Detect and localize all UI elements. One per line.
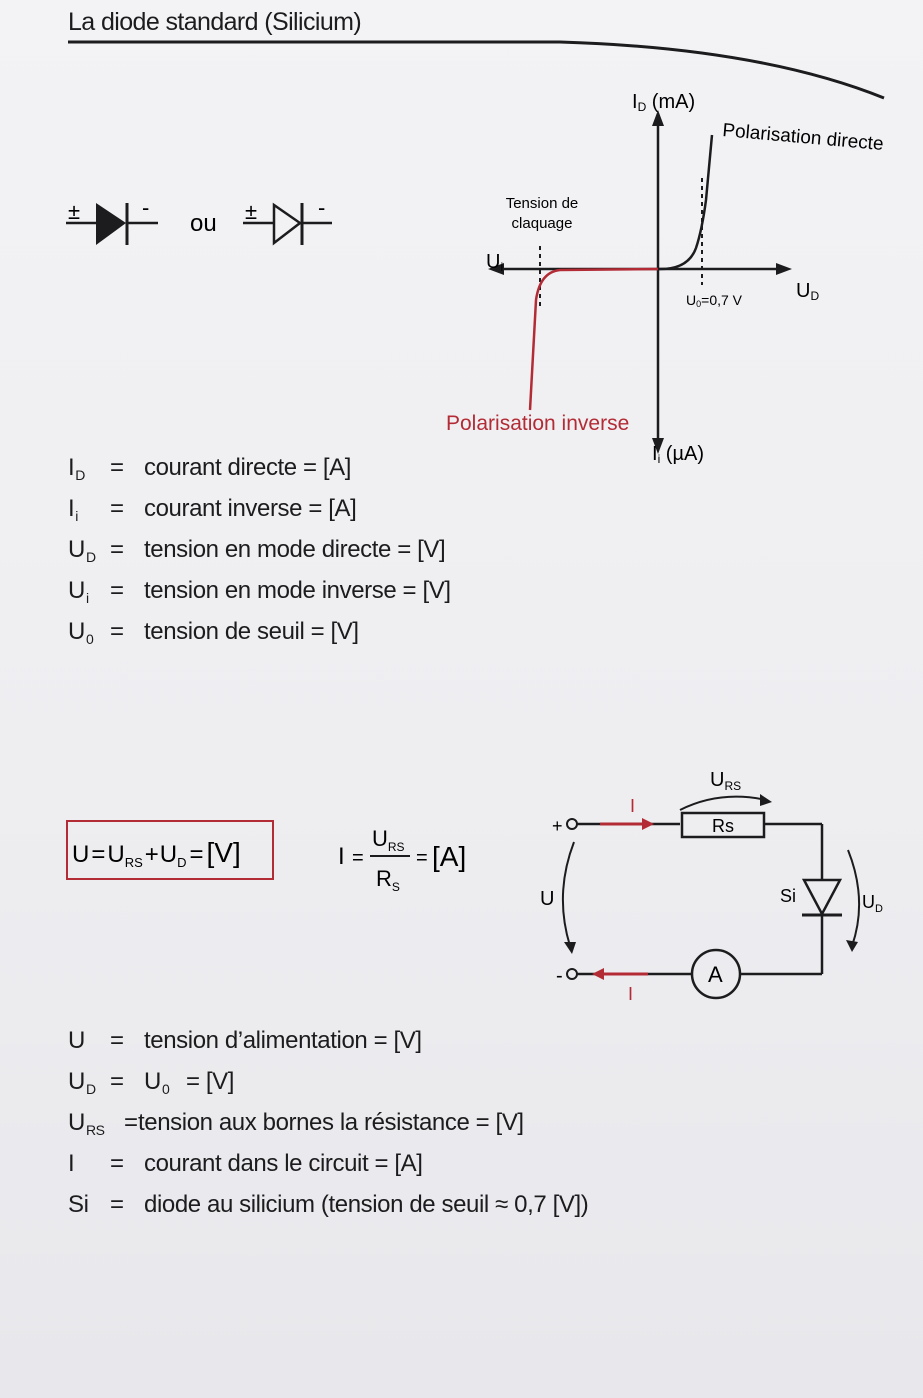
def-symbol: $U_{RS}$ [68,1109,105,1138]
minus-terminal-dot [567,969,577,979]
def-equals: = [110,1191,124,1218]
symbol-minus-2: - [318,195,326,220]
symbol-plus-1: ± [68,199,81,224]
reverse-bias-label: Polarisation inverse [446,412,630,435]
threshold-label: U0=0,7 V [686,292,743,309]
def-equals: = [110,1150,124,1177]
def-text: tension d’alimentation = [V] [144,1027,422,1054]
diode-circuit-icon [804,880,840,914]
def-symbol: $I_D$ [68,454,85,483]
definition-row [68,1191,708,1223]
reverse-curve [530,269,658,410]
y-top-label: ID (mA) [632,91,696,114]
u-arrow-icon [564,942,576,954]
current-arrow-bottom-icon [592,968,604,980]
x-left-label: Ui [486,251,504,274]
diode-symbols [60,185,360,265]
resistor-label: Rs [712,816,734,836]
minus-terminal: - [556,965,563,987]
ammeter-label: A [708,962,723,987]
def-text: tension en mode inverse = [V] [144,577,451,604]
x-arrow-right-icon [776,263,792,275]
def-equals: = [110,454,124,481]
breakdown-label-line2: claquage [511,215,573,232]
formula-current-i: I [338,843,345,870]
def-text: $U_0$ [144,1068,170,1097]
current-label-top: I [630,796,636,816]
page-title: La diode standard (Silicium) [68,8,362,36]
plus-terminal: + [552,816,563,836]
formula-current-eq1: = [352,847,364,869]
symbol-minus-1: - [142,195,150,220]
formula-denominator: $R_S$ [376,866,400,894]
definition-row [68,618,708,650]
forward-curve [658,135,712,269]
def-text: courant inverse = [A] [144,495,357,522]
formula-current-eq2: = [416,847,428,869]
definition-row [68,1109,708,1141]
formula-numerator: $U_{RS}$ [372,826,405,854]
x-right-label: UD [796,280,820,303]
current-label-bottom: I [628,984,634,1004]
definition-row [68,1150,708,1182]
formula-current-unit: [A] [432,841,467,872]
definition-row [68,495,708,527]
definition-row [68,1027,708,1059]
def-equals: = [110,1068,124,1095]
def-equals: = [110,536,124,563]
def-symbol: $U_0$ [68,618,94,647]
plus-terminal-dot [567,819,577,829]
def-text: diode au silicium (tension de seuil ≈ 0,7 [V]) [144,1191,589,1218]
def-equals: = [124,1109,138,1136]
def-text: tension en mode directe = [V] [144,536,446,563]
def-equals: = [110,495,124,522]
u-label: U [540,888,555,910]
circuit-diagram [530,760,910,1030]
formula-voltage: $U=U_{RS}+U_D = [V]$ [72,837,241,870]
definition-row [68,454,708,486]
definition-row [68,1068,708,1100]
symbol-or: ou [190,210,217,237]
diode-outline-icon [274,205,300,243]
symbol-plus-2: ± [245,199,258,224]
formulas [60,810,500,910]
diode-characteristic-graph [430,80,923,480]
y-bottom-label: Ii (µA) [652,443,704,466]
def-text: courant dans le circuit = [A] [144,1150,423,1177]
def-symbol: $U_D$ [68,536,96,565]
def-text: tension aux bornes la résistance = [V] [138,1109,524,1136]
def-symbol: $U_D$ [68,1068,96,1097]
def-equals: = [110,618,124,645]
ud-arrow-icon [846,940,858,952]
current-arrow-top-icon [642,818,654,830]
definition-row [68,577,708,609]
def-symbol: I [68,1150,75,1177]
def-equals: = [110,577,124,604]
def-symbol: $I_i$ [68,495,78,524]
def-text: tension de seuil = [V] [144,618,359,645]
forward-bias-label: Polarisation directe [721,120,885,156]
def-symbol: $U_i$ [68,577,89,606]
def-symbol: Si [68,1191,89,1218]
definition-row [68,536,708,568]
urs-arrow-icon [760,794,772,806]
def-symbol: U [68,1027,85,1054]
ud-label: $U_D$ [862,892,883,915]
breakdown-label-line1: Tension de [505,195,579,212]
def-text: courant directe = [A] [144,454,352,481]
diode-filled-icon [96,203,126,245]
urs-label: $U_{RS}$ [710,769,742,793]
def-equals: = [110,1027,124,1054]
si-label: Si [780,886,797,906]
def-text-rest: = [V] [186,1068,235,1095]
